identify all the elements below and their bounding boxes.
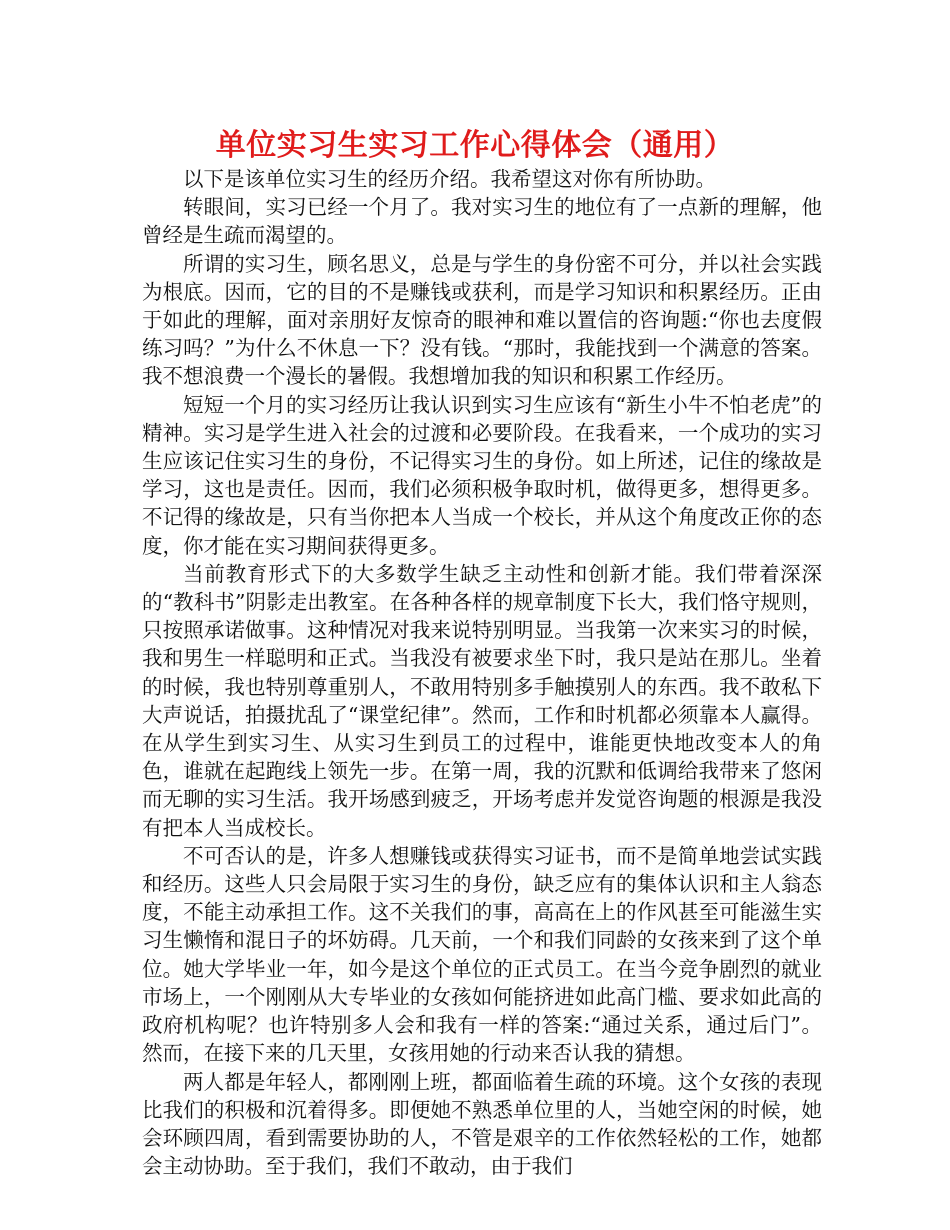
paragraph: 短短一个月的实习经历让我认识到实习生应该有“新生小牛不怕老虎”的精神。实习是学生进入社会的过渡和必要阶段。在我看来，一个成功的实习生应该记住实习生的身份，不记得实习生的身份。如上所述，记住的缘故是学习，这也是责任。因而，我们必须积极争取时机，做得更多，想得更多。不记得的缘故是，只有当你把本人当成一个校长，并从这个角度改正你的态度，你才能在实习期间获得更多。: [142, 392, 822, 558]
document-body: [142, 165, 822, 1180]
paragraph: 转眼间，实习已经一个月了。我对实习生的地位有了一点新的理解，他曾经是生疏而渴望的。: [142, 195, 822, 248]
paragraph: 两人都是年轻人，都刚刚上班，都面临着生疏的环境。这个女孩的表现比我们的积极和沉着得多。即便她不熟悉单位里的人，当她空闲的时候，她会环顾四周，看到需要协助的人，不管是艰辛的工作依然轻松的工作，她都会主动协助。至于我们，我们不敢动，由于我们: [142, 1069, 822, 1179]
paragraph: 以下是该单位实习生的经历介绍。我希望这对你有所协助。: [183, 167, 716, 191]
paragraph: 当前教育形式下的大多数学生缺乏主动性和创新才能。我们带着深深的“教科书”阴影走出教室。在各种各样的规章制度下长大，我们恪守规则，只按照承诺做事。这种情况对我来说特别明显。当我第一次来实习的时候，我和男生一样聪明和正式。当我没有被要求坐下时，我只是站在那儿。坐着的时候，我也特别尊重别人，不敢用特别多手触摸别人的东西。我不敢私下大声说话，拍摄扰乱了“课堂纪律”。然而，工作和时机都必须靠本人赢得。在从学生到实习生、从实习生到员工的过程中，谁能更快地改变本人的角色，谁就在起跑线上领先一步。在第一周，我的沉默和低调给我带来了悠闲而无聊的实习生活。我开场感到疲乏，开场考虑并发觉咨询题的根源是我没有把本人当成校长。: [142, 561, 822, 840]
paragraph: 不可否认的是，许多人想赚钱或获得实习证书，而不是简单地尝试实践和经历。这些人只会局限于实习生的身份，缺乏应有的集体认识和主人翁态度，不能主动承担工作。这不关我们的事，高高在上的作风甚至可能滋生实习生懒惰和混日子的坏妨碍。几天前，一个和我们同龄的女孩来到了这个单位。她大学毕业一年，如今是这个单位的正式员工。在当今竞争剧烈的就业市场上，一个刚刚从大专毕业的女孩如何能挤进如此高门槛、要求如此高的政府机构呢？也许特别多人会和我有一样的答案:“通过关系，通过后门”。然而，在接下来的几天里，女孩用她的行动来否认我的猜想。: [142, 843, 822, 1066]
document-title: 单位实习生实习工作心得体会（通用）: [215, 128, 735, 163]
paragraph: 所谓的实习生，顾名思义，总是与学生的身份密不可分，并以社会实践为根底。因而，它的目的不是赚钱或获利，而是学习知识和积累经历。正由于如此的理解，面对亲朋好友惊奇的眼神和难以置信的咨询题:“你也去度假练习吗？”为什么不休息一下？没有钱。“那时，我能找到一个满意的答案。我不想浪费一个漫长的暑假。我想增加我的知识和积累工作经历。: [142, 251, 822, 389]
